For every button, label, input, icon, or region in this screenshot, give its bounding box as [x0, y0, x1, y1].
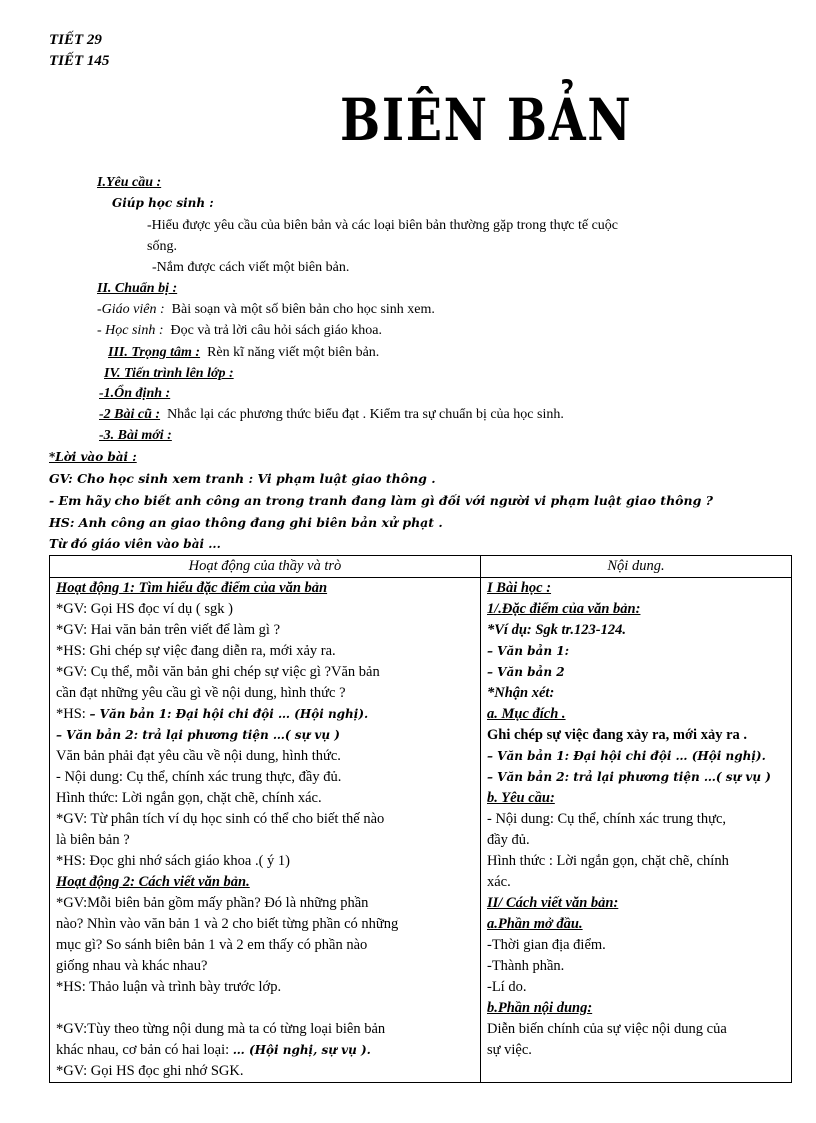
van-ban-1-note: – Văn bản 1: Đại hội chi đội … (Hội nghị).	[89, 707, 369, 721]
yeu-cau-item-1: -Hiểu được yêu cầu của biên bản và các loại biên bản thường gặp trong thực tế cuộc	[147, 218, 619, 233]
table-body-row	[50, 578, 792, 1083]
hoat-dong-2-heading: Hoạt động 2: Cách viết văn bản.	[56, 874, 250, 890]
bai-hoc-heading: I Bài học :	[487, 580, 552, 596]
page-title: BIÊN BẢN	[340, 86, 633, 154]
content-column	[481, 578, 792, 1083]
loai-bien-ban-note: … (Hội nghị, sự vụ ).	[232, 1043, 371, 1057]
intro-gv-line: GV: Cho học sinh xem tranh : Vi phạm luật giao thông .	[49, 471, 436, 486]
section-chuan-bi-heading: II. Chuẩn bị :	[97, 281, 178, 296]
bai-cu	[99, 407, 564, 423]
activity-line: Hình thức: Lời ngắn gọn, chặt chẽ, chính xác.	[56, 790, 322, 806]
activity-line: *GV: Từ phân tích ví dụ học sinh có thể cho biết thế nào	[56, 811, 385, 827]
tiet-29-label: TIẾT 29	[49, 32, 102, 48]
bai-moi-heading: -3. Bài mới :	[99, 428, 172, 443]
content-line: sự việc.	[487, 1042, 532, 1058]
van-ban-1-note: – Văn bản 1: Đại hội chi đội … (Hội nghị).	[487, 749, 766, 763]
header-noi-dung: Nội dung.	[481, 556, 792, 578]
activity-line: *HS: Ghi chép sự việc đang diễn ra, mới xảy ra.	[56, 643, 336, 659]
van-ban-2-note: – Văn bản 2: trả lại phương tiện …( sự vụ )	[56, 728, 340, 742]
activity-line: *GV: Gọi HS đọc ví dụ ( sgk )	[56, 601, 233, 617]
content-line: xác.	[487, 874, 511, 890]
chuan-bi-giao-vien	[97, 302, 435, 318]
spacer	[56, 998, 474, 1019]
activity-line: giống nhau và khác nhau?	[56, 958, 208, 974]
section-tien-trinh-heading: IV. Tiến trình lên lớp :	[104, 366, 234, 381]
activity-line	[56, 1040, 474, 1061]
yeu-cau-subheading: Giúp học sinh :	[112, 196, 214, 210]
giao-vien-label: -Giáo viên :	[97, 302, 165, 317]
activity-line: *HS: Đọc ghi nhớ sách giáo khoa .( ý 1)	[56, 853, 290, 869]
lesson-table	[49, 555, 792, 1083]
hs-prefix: *HS:	[56, 706, 90, 722]
table-header-row	[50, 556, 792, 578]
dac-diem-heading: 1/.Đặc điểm của văn bản:	[487, 601, 641, 617]
intro-question-line: - Em hãy cho biết anh công an trong tranh đang làm gì đối với người vi phạm luật giao thông ?	[49, 493, 713, 508]
phan-noi-dung-heading: b.Phần nội dung:	[487, 1000, 593, 1016]
content-line: đầy đủ.	[487, 832, 530, 848]
activity-line: Văn bản phải đạt yêu cầu về nội dung, hình thức.	[56, 748, 341, 764]
activity-line: *GV: Gọi HS đọc ghi nhớ SGK.	[56, 1063, 244, 1079]
tiet-145-label: TIẾT 145	[49, 53, 110, 69]
activity-line: *HS: Thảo luận và trình bày trước lớp.	[56, 979, 282, 995]
trong-tam-text: Rèn kĩ năng viết một biên bản.	[207, 345, 380, 360]
content-line: -Lí do.	[487, 979, 527, 995]
bai-cu-text: Nhắc lại các phương thức biểu đạt . Kiểm tra sự chuẩn bị của học sinh.	[167, 407, 564, 422]
content-line: -Thành phần.	[487, 958, 565, 974]
activity-line: là biên bản ?	[56, 832, 130, 848]
activity-line: *GV: Cụ thể, mỗi văn bản ghi chép sự việc gì ?Văn bản	[56, 664, 380, 680]
muc-dich-text: Ghi chép sự việc đang xảy ra, mới xảy ra .	[487, 727, 748, 743]
loai-bien-ban-text: khác nhau, cơ bản có hai loại:	[56, 1042, 233, 1058]
activities-column	[50, 578, 481, 1083]
activity-line: cần đạt những yêu cầu gì về nội dung, hình thức ?	[56, 685, 346, 701]
trong-tam	[108, 345, 379, 361]
on-dinh-heading: -1.Ổn định :	[99, 386, 171, 401]
activity-line: mục gì? So sánh biên bản 1 và 2 em thấy có phần nào	[56, 937, 368, 953]
vi-du-line: *Ví dụ: Sgk tr.123-124.	[487, 622, 626, 638]
content-line: - Nội dung: Cụ thể, chính xác trung thực,	[487, 811, 727, 827]
content-line: Diễn biến chính của sự việc nội dung của	[487, 1021, 727, 1037]
yeu-cau-item-1-cont: sống.	[147, 239, 177, 254]
header-hoat-dong: Hoạt động của thầy và trò	[50, 556, 481, 578]
hoc-sinh-label: - Học sinh :	[97, 323, 164, 338]
activity-line: *GV:Tùy theo từng nội dung mà ta có từng loại biên bản	[56, 1021, 386, 1037]
hoat-dong-1-heading: Hoạt động 1: Tìm hiểu đặc điểm của văn bản	[56, 580, 328, 596]
cach-viet-heading: II/ Cách viết văn bản:	[487, 895, 619, 911]
van-ban-1-label: – Văn bản 1:	[487, 644, 570, 658]
content-line: -Thời gian địa điểm.	[487, 937, 606, 953]
chuan-bi-hoc-sinh	[97, 323, 382, 339]
giao-vien-text: Bài soạn và một số biên bản cho học sinh xem.	[171, 302, 435, 317]
loi-vao-bai-heading: *Lời vào bài :	[49, 450, 137, 464]
phan-mo-dau-heading: a.Phần mở đầu.	[487, 916, 583, 932]
activity-line: *GV: Hai văn bản trên viết để làm gì ?	[56, 622, 281, 638]
trong-tam-label: III. Trọng tâm :	[108, 345, 201, 360]
hoc-sinh-text: Đọc và trả lời câu hỏi sách giáo khoa.	[170, 323, 382, 338]
yeu-cau-item-2: -Nắm được cách viết một biên bản.	[152, 260, 350, 275]
activity-line: - Nội dung: Cụ thể, chính xác trung thực, đầy đủ.	[56, 769, 342, 785]
yeu-cau-heading: b. Yêu cầu:	[487, 790, 555, 806]
intro-hs-line: HS: Anh công an giao thông đang ghi biên bản xử phạt .	[49, 515, 443, 530]
van-ban-2-label: – Văn bản 2	[487, 665, 565, 679]
content-line: Hình thức : Lời ngắn gọn, chặt chẽ, chính	[487, 853, 729, 869]
activity-line: nào? Nhìn vào văn bản 1 và 2 cho biết từng phần có những	[56, 916, 399, 932]
van-ban-2-note: – Văn bản 2: trả lại phương tiện …( sự vụ )	[487, 770, 771, 784]
muc-dich-heading: a. Mục đích .	[487, 706, 566, 722]
nhan-xet-heading: *Nhận xét:	[487, 685, 555, 701]
section-yeu-cau-heading: I.Yêu cầu :	[97, 175, 162, 190]
bai-cu-label: -2 Bài cũ :	[99, 407, 161, 422]
intro-from-line: Từ đó giáo viên vào bài ...	[49, 537, 221, 551]
activity-line: *GV:Mỗi biên bản gồm mấy phần? Đó là những phần	[56, 895, 369, 911]
activity-line	[56, 704, 474, 725]
